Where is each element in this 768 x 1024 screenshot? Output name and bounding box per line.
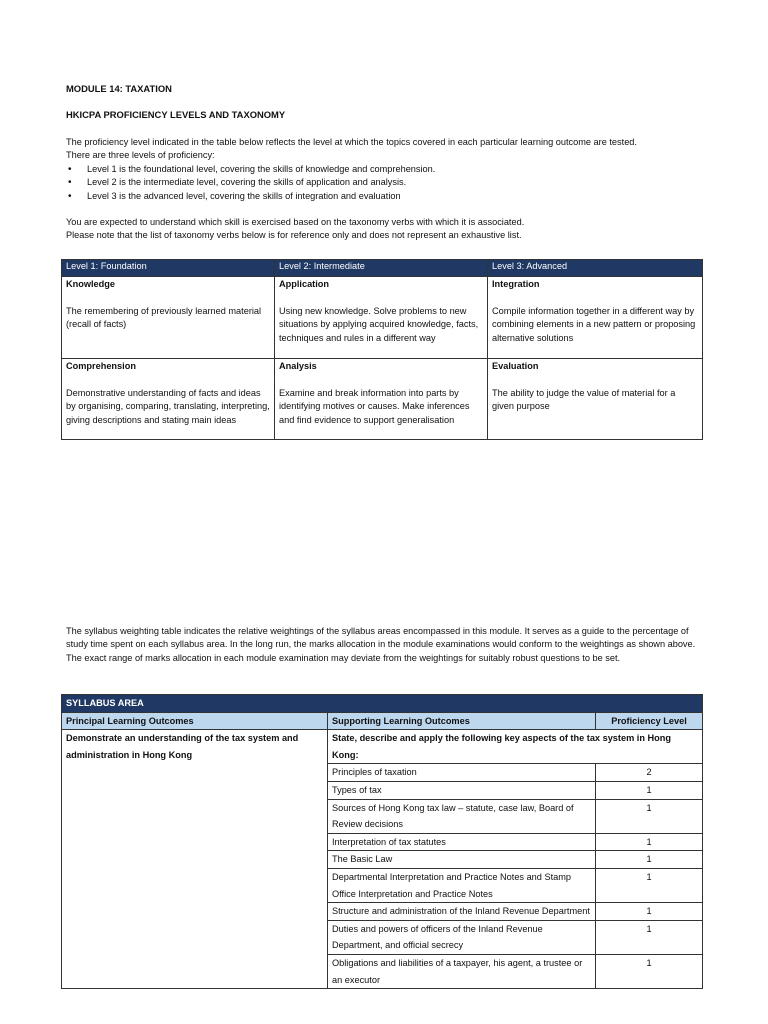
proficiency-level: 1 (596, 868, 703, 902)
header-proficiency: Proficiency Level (596, 712, 703, 730)
cell-heading: Integration (492, 279, 540, 289)
syllabus-area-label: SYLLABUS AREA (62, 695, 703, 713)
table-cell (62, 359, 275, 440)
cell-heading: Knowledge (66, 279, 116, 289)
list-item: • Level 1 is the foundational level, covering the skills of knowledge and comprehension. (66, 163, 435, 176)
cell-text: The remembering of previously learned material (recall of facts) (66, 305, 262, 330)
proficiency-level: 1 (596, 851, 703, 869)
table-cell (488, 359, 703, 440)
cell-heading: Evaluation (492, 361, 539, 371)
supporting-outcome: Principles of taxation (328, 764, 596, 782)
proficiency-level: 2 (596, 764, 703, 782)
intro-paragraph (66, 136, 716, 163)
list-item: • Level 2 is the intermediate level, covering the skills of application and analysis. (66, 176, 435, 189)
syllabus-table (61, 694, 703, 989)
supporting-outcome: The Basic Law (328, 851, 596, 869)
supporting-outcome: Interpretation of tax statutes (328, 833, 596, 851)
table-cell (62, 277, 275, 359)
table-cell (488, 277, 703, 359)
syllabus-header-row (62, 712, 703, 730)
note-line: Please note that the list of taxonomy verbs below is for reference only and does not represent an exhaustive list. (66, 230, 522, 241)
table-row (62, 730, 703, 764)
header-supporting: Supporting Learning Outcomes (328, 712, 596, 730)
cell-text: The ability to judge the value of material for a given purpose (492, 387, 676, 412)
cell-heading: Analysis (279, 361, 317, 371)
table-cell (275, 359, 488, 440)
supporting-intro: State, describe and apply the following key aspects of the tax system in Hong Kong: (328, 730, 703, 764)
section-title: HKICPA PROFICIENCY LEVELS AND TAXONOMY (66, 109, 286, 120)
cell-text: Compile information together in a different way by combining elements in a new pattern or proposing alternative solutions (492, 305, 696, 343)
proficiency-level: 1 (596, 799, 703, 833)
table-row (62, 277, 703, 359)
cell-heading: Comprehension (66, 361, 136, 371)
intro-line: There are three levels of proficiency: (66, 150, 215, 161)
table-cell (275, 277, 488, 359)
note-line: You are expected to understand which skill is exercised based on the taxonomy verbs with which it is associated. (66, 217, 525, 227)
header-principal: Principal Learning Outcomes (62, 712, 328, 730)
cell-text: Demonstrative understanding of facts and ideas by organising, comparing, translating, interpreting, giving descriptions and stating main ideas (66, 387, 270, 425)
module-title: MODULE 14: TAXATION (66, 83, 172, 94)
supporting-outcome: Sources of Hong Kong tax law – statute, case law, Board of Review decisions (328, 799, 596, 833)
syllabus-area-row (62, 695, 703, 713)
proficiency-level: 1 (596, 903, 703, 921)
cell-text: Examine and break information into parts by identifying motives or causes. Make inferences and find evidence to support generalisation (279, 387, 470, 425)
supporting-outcome: Types of tax (328, 781, 596, 799)
supporting-outcome: Obligations and liabilities of a taxpayer, his agent, a trustee or an executor (328, 954, 596, 988)
note-paragraph (66, 216, 716, 243)
taxonomy-header-row (62, 260, 703, 277)
principal-outcome: Demonstrate an understanding of the tax system and administration in Hong Kong (62, 730, 328, 989)
taxonomy-table (61, 259, 703, 440)
proficiency-level: 1 (596, 833, 703, 851)
supporting-outcome: Duties and powers of officers of the Inland Revenue Department, and official secrecy (328, 920, 596, 954)
cell-heading: Application (279, 279, 330, 289)
weighting-paragraph: The syllabus weighting table indicates the relative weightings of the syllabus areas encompassed in this module. It serves as a guide to the percentage of study time spent on each syllabus area. In the long run, the marks allocation in the module examinations would conform to the weightings as shown above. The exact range of marks allocation in each module examination may deviate from the weightings for suitably robust questions to be set. (66, 626, 696, 663)
table-row (62, 359, 703, 440)
supporting-outcome: Structure and administration of the Inland Revenue Department (328, 903, 596, 921)
list-item: • Level 3 is the advanced level, covering the skills of integration and evaluation (66, 190, 435, 203)
proficiency-level: 1 (596, 954, 703, 988)
header-level-1: Level 1: Foundation (62, 260, 275, 277)
header-level-2: Level 2: Intermediate (275, 260, 488, 277)
proficiency-level: 1 (596, 781, 703, 799)
proficiency-levels-list (66, 163, 435, 203)
intro-line: The proficiency level indicated in the table below reflects the level at which the topics covered in each particular learning outcome are tested. (66, 137, 637, 147)
header-level-3: Level 3: Advanced (488, 260, 703, 277)
supporting-outcome: Departmental Interpretation and Practice Notes and Stamp Office Interpretation and Practice Notes (328, 868, 596, 902)
proficiency-level: 1 (596, 920, 703, 954)
cell-text: Using new knowledge. Solve problems to new situations by applying acquired knowledge, facts, techniques and rules in a different way (279, 305, 479, 343)
